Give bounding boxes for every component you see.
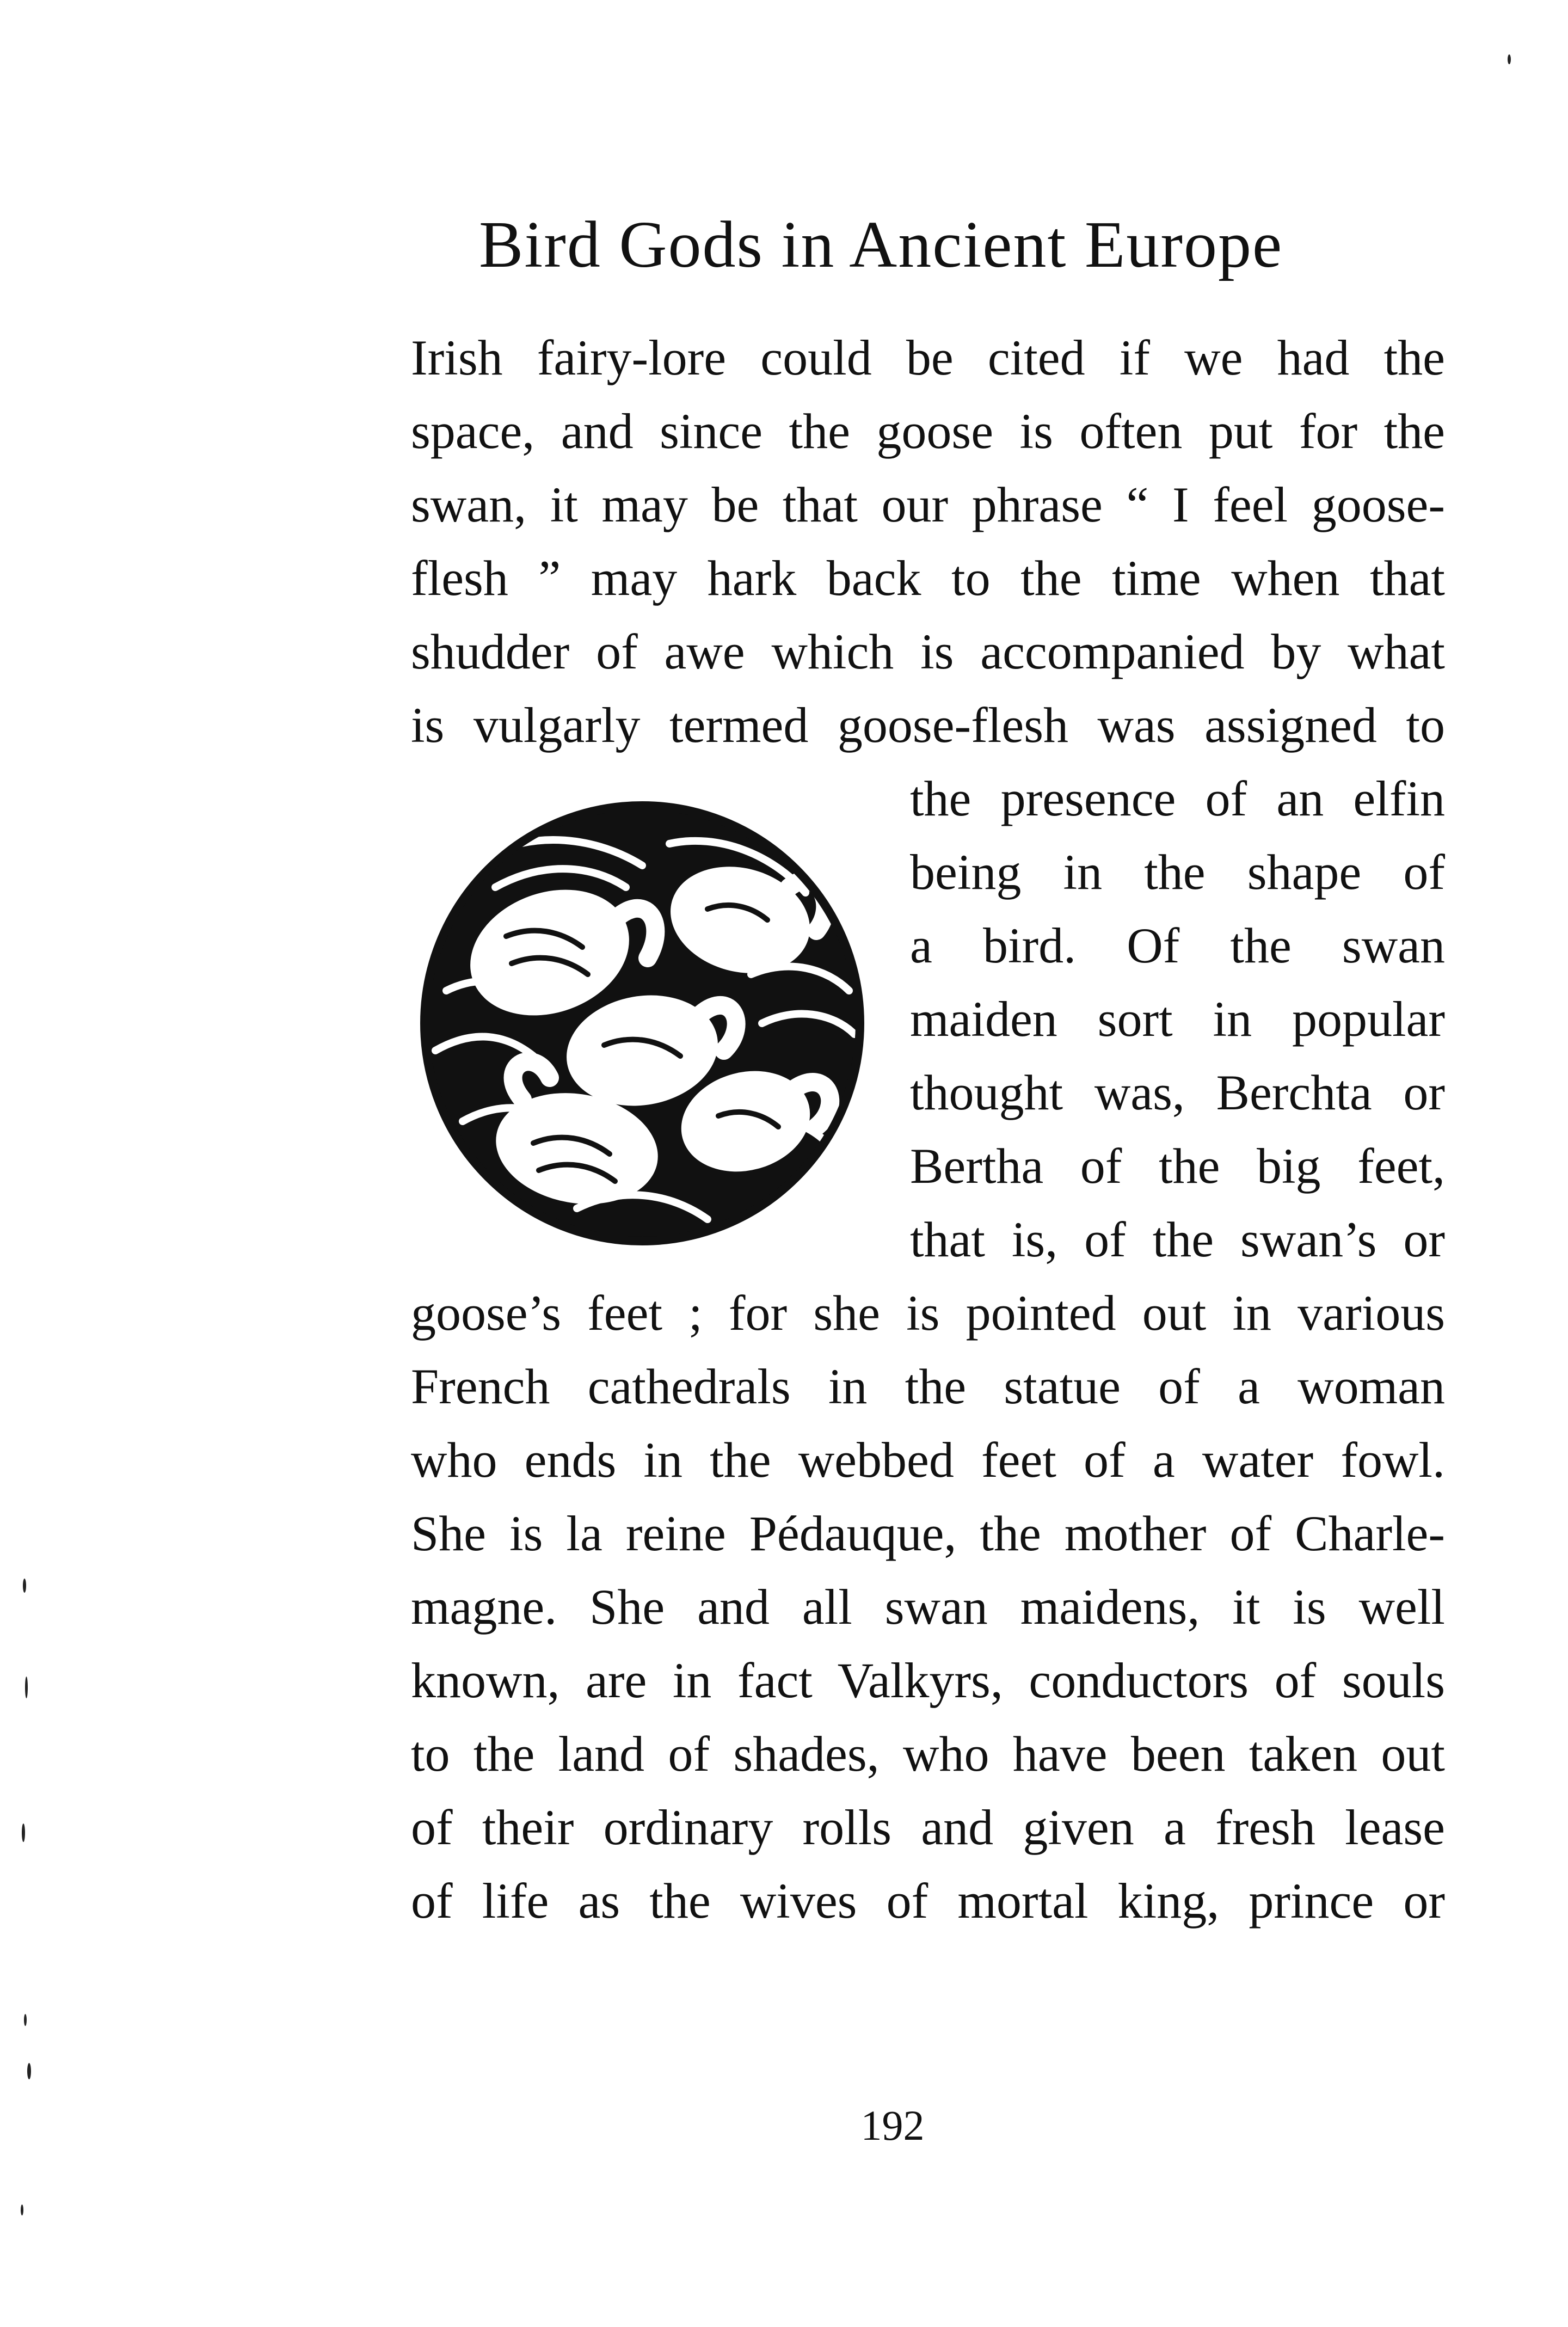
text-line: who ends in the webbed feet of a water fowl. (411, 1432, 1445, 1488)
swan-roundel-icon (414, 795, 871, 1252)
text-line: a bird. Of the swan (910, 918, 1445, 973)
text-line: space, and since the goose is often put for the (411, 403, 1445, 459)
text-line: shudder of awe which is accompanied by what (411, 624, 1445, 679)
text-line: magne. She and all swan maidens, it is well (411, 1579, 1445, 1635)
text-line: to the land of shades, who have been taken out (411, 1726, 1445, 1782)
text-line: Bertha of the big feet, (910, 1138, 1445, 1194)
text-line: She is la reine Pédauque, the mother of Charle- (411, 1506, 1445, 1561)
text-line: known, are in fact Valkyrs, conductors of souls (411, 1653, 1445, 1708)
text-line: of their ordinary rolls and given a fresh lease (411, 1800, 1445, 1855)
running-title: Bird Gods in Ancient Europe (479, 208, 1283, 281)
page-number: 192 (860, 2102, 925, 2149)
text-line: goose’s feet ; for she is pointed out in various (411, 1285, 1445, 1341)
text-line: flesh ” may hark back to the time when that (411, 550, 1445, 606)
text-line: swan, it may be that our phrase “ I feel goose- (411, 477, 1445, 532)
text-line: Irish fairy-lore could be cited if we had the (411, 330, 1445, 385)
text-line: of life as the wives of mortal king, prince or (411, 1873, 1445, 1929)
text-line: maiden sort in popular (910, 991, 1445, 1047)
text-line: is vulgarly termed goose-flesh was assigned to (411, 697, 1445, 753)
text-line: being in the shape of (910, 844, 1445, 900)
text-line: that is, of the swan’s or (910, 1212, 1445, 1267)
text-line: French cathedrals in the statue of a woman (411, 1359, 1445, 1414)
text-line: thought was, Berchta or (910, 1065, 1445, 1120)
text-line: the presence of an elfin (910, 771, 1445, 826)
